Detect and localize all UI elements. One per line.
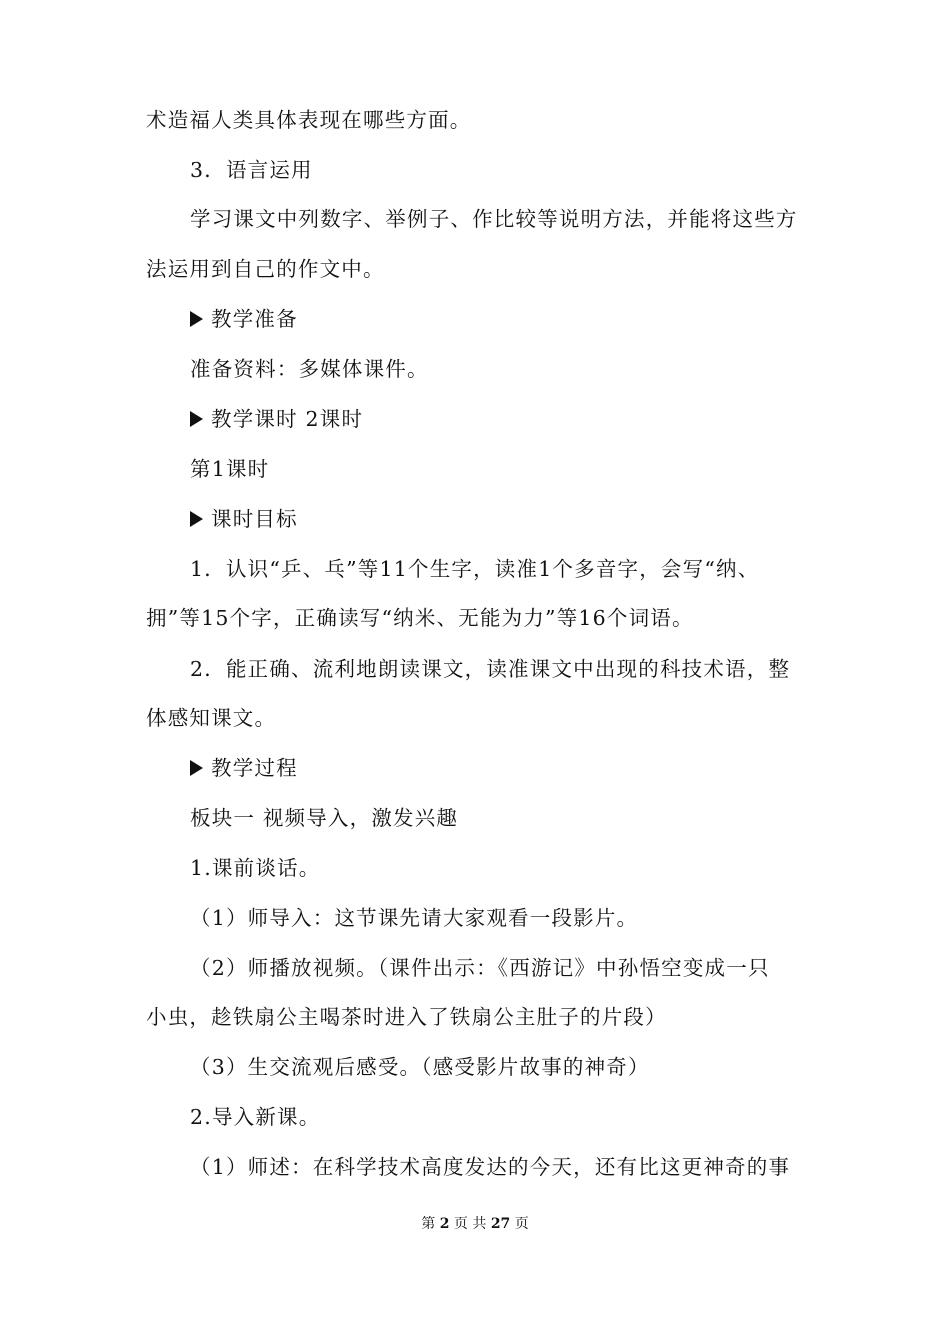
- page-footer: [0, 1214, 950, 1234]
- text-line: 板块一 视频导入，激发兴趣: [190, 806, 459, 830]
- footer-middle: 页 共: [453, 1216, 487, 1232]
- text-line: 小虫，趁铁扇公主喝茶时进入了铁扇公主肚子的片段）: [146, 1005, 667, 1029]
- current-page-number: 2: [439, 1216, 450, 1232]
- text-line: 准备资料：多媒体课件。: [190, 357, 429, 381]
- text-line: 体感知课文。: [146, 706, 277, 730]
- text-line: （1）师述：在科学技术高度发达的今天，还有比这更神奇的事: [190, 1155, 791, 1179]
- text-line: 2．能正确、流利地朗读课文，读准课文中出现的科技术语，整: [190, 657, 791, 681]
- section-heading: 教学准备: [190, 305, 298, 333]
- text-line: 学习课文中列数字、举例子、作比较等说明方法，并能将这些方: [190, 207, 798, 231]
- footer-suffix: 页: [514, 1216, 529, 1232]
- text-line: 法运用到自己的作文中。: [146, 257, 385, 281]
- text-line: （3）生交流观后感受。（感受影片故事的神奇）: [190, 1055, 650, 1079]
- section-heading: 教学课时 2课时: [190, 405, 363, 433]
- text-line: 1.课前谈话。: [190, 856, 321, 880]
- text-line: 术造福人类具体表现在哪些方面。: [146, 108, 472, 132]
- text-line: 2.导入新课。: [190, 1105, 321, 1129]
- text-line: 1．认识“乒、乓”等11个生字，读准1个多音字，会写“纳、: [190, 557, 760, 581]
- text-line: 第1课时: [190, 457, 270, 481]
- section-heading: 3．语言运用: [190, 158, 313, 182]
- footer-prefix: 第: [421, 1216, 436, 1232]
- play-triangle-icon: [190, 411, 203, 427]
- text-line: （2）师播放视频。（课件出示：《西游记》中孙悟空变成一只: [190, 956, 770, 980]
- total-page-count: 27: [490, 1216, 511, 1232]
- play-triangle-icon: [190, 311, 203, 327]
- text-line: 拥”等15个字，正确读写“纳米、无能为力”等16个词语。: [146, 606, 694, 630]
- section-heading: 教学过程: [190, 754, 298, 782]
- text-line: （1）师导入：这节课先请大家观看一段影片。: [190, 906, 639, 930]
- section-heading: 课时目标: [190, 505, 298, 533]
- play-triangle-icon: [190, 511, 203, 527]
- play-triangle-icon: [190, 760, 203, 776]
